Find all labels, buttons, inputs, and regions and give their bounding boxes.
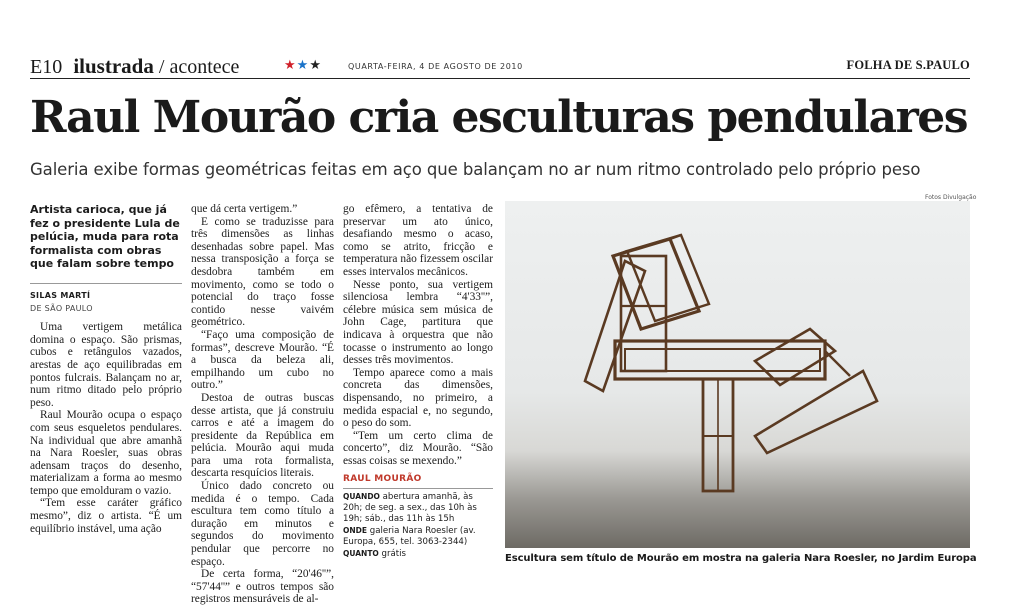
star-icon: ★	[296, 58, 310, 73]
section-label	[30, 54, 239, 79]
paragraph: “Tem esse caráter gráfico mesmo”, diz o artista. “É um equilíbrio instável, uma ação	[30, 497, 182, 535]
paragraph: Raul Mourão ocupa o espaço com seus esqueletos pendulares. Na individual que abre amanhã na Nara Roesler, suas obras adensam traços do desenho, materializam a forma ao mesmo tempo que emolduram o vazio.	[30, 409, 182, 497]
paragraph: Uma vertigem metálica domina o espaço. São prismas, cubos e retângulos vazados, arestas de aço equilibradas em pontos fulcrais. Balançam no ar, num ritmo ditado pelo próprio peso.	[30, 321, 182, 409]
info-box	[343, 491, 493, 560]
star-icon: ★	[309, 58, 322, 73]
subheadline: Galeria exibe formas geométricas feitas em aço que balançam no ar num ritmo controlado pelo próprio peso	[30, 160, 921, 179]
photo-caption: Escultura sem título de Mourão em mostra na galeria Nara Roesler, no Jardim Europa	[505, 553, 977, 564]
sculpture-photo	[505, 201, 970, 548]
paragraph: Destoa de outras buscas desse artista, que já construiu carros e até a imagem do presidente da República em pelúcia. Mourão aqui muda para uma rota formalista, descarta resquícios literais.	[191, 391, 334, 480]
page-header	[30, 52, 970, 79]
headline: Raul Mourão cria esculturas pendulares	[30, 92, 968, 143]
column-1	[30, 203, 182, 535]
byline-location: DE SÃO PAULO	[30, 303, 93, 313]
info-when: abertura amanhã, às 20h; de seg. a sex., das 10h às 19h; sáb., das 11h às 15h	[343, 492, 477, 525]
paragraph: Único dado concreto ou medida é o tempo. Cada escultura tem como título a duração em minutos e segundos do movimento pendular que percorre no espaço.	[191, 480, 334, 568]
lede: Artista carioca, que já fez o presidente Lula de pelúcia, muda para rota formalista com obras que falam sobre tempo	[30, 203, 180, 271]
info-box-title: RAUL MOURÃO	[343, 473, 493, 489]
divider	[30, 283, 182, 284]
photo-credit: Fotos Divulgação	[925, 194, 977, 201]
section-name: ilustrada	[73, 54, 154, 78]
paragraph: E como se traduzisse para três dimensões as linhas desenhadas sobre papel. Mas nessa transposição a força se desdobra também em movimento, como se todo o potencial do traço fosse contido nesse vaivém geométrico.	[191, 215, 334, 329]
paragraph: “Faço uma composição de formas”, descreve Mourão. “É a busca da beleza ali, empilhando um cubo no outro.”	[191, 328, 334, 392]
newspaper-brand: FOLHA DE S.PAULO	[846, 58, 970, 72]
rating-stars	[284, 58, 322, 73]
info-where: galeria Nara Roesler (av. Europa, 655, tel. 3063-2344)	[343, 526, 476, 548]
column-3	[343, 203, 493, 560]
edition-date: QUARTA-FEIRA, 4 DE AGOSTO DE 2010	[348, 62, 523, 71]
column-2	[191, 203, 334, 606]
paragraph: De certa forma, “20'46''”, “57'44''” e outros tempos são registros mensuráveis de al-	[191, 568, 334, 606]
info-price: grátis	[381, 549, 407, 560]
paragraph: Nesse ponto, sua vertigem silenciosa lembra “4'33''”, célebre música sem música de John Cage, partitura que indicava à orquestra que não tocasse o instrumento ao longo desses três movimentos.	[343, 278, 493, 367]
sculpture-illustration	[505, 201, 970, 548]
paragraph: go efêmero, a tentativa de preservar um ato único, desafiando mesmo o acaso, como se atrito, fricção e temperatura não fizessem oscilar esses intervalos mecânicos.	[343, 203, 493, 278]
paragraph: Tempo aparece como a mais concreta das dimensões, dispensando, no primeiro, a medida espacial e, no segundo, o peso do som.	[343, 366, 493, 430]
subsection-name: / acontece	[158, 56, 240, 78]
paragraph: que dá certa vertigem.”	[191, 203, 298, 215]
byline: SILAS MARTÍ	[30, 290, 91, 300]
info-label: QUANDO	[343, 492, 380, 502]
page-number: E10	[30, 56, 63, 78]
star-icon: ★	[284, 58, 297, 73]
paragraph: “Tem um certo clima de concerto”, diz Mourão. “São essas coisas se mexendo.”	[343, 429, 493, 467]
info-label: QUANTO	[343, 549, 379, 559]
info-label: ONDE	[343, 526, 368, 536]
